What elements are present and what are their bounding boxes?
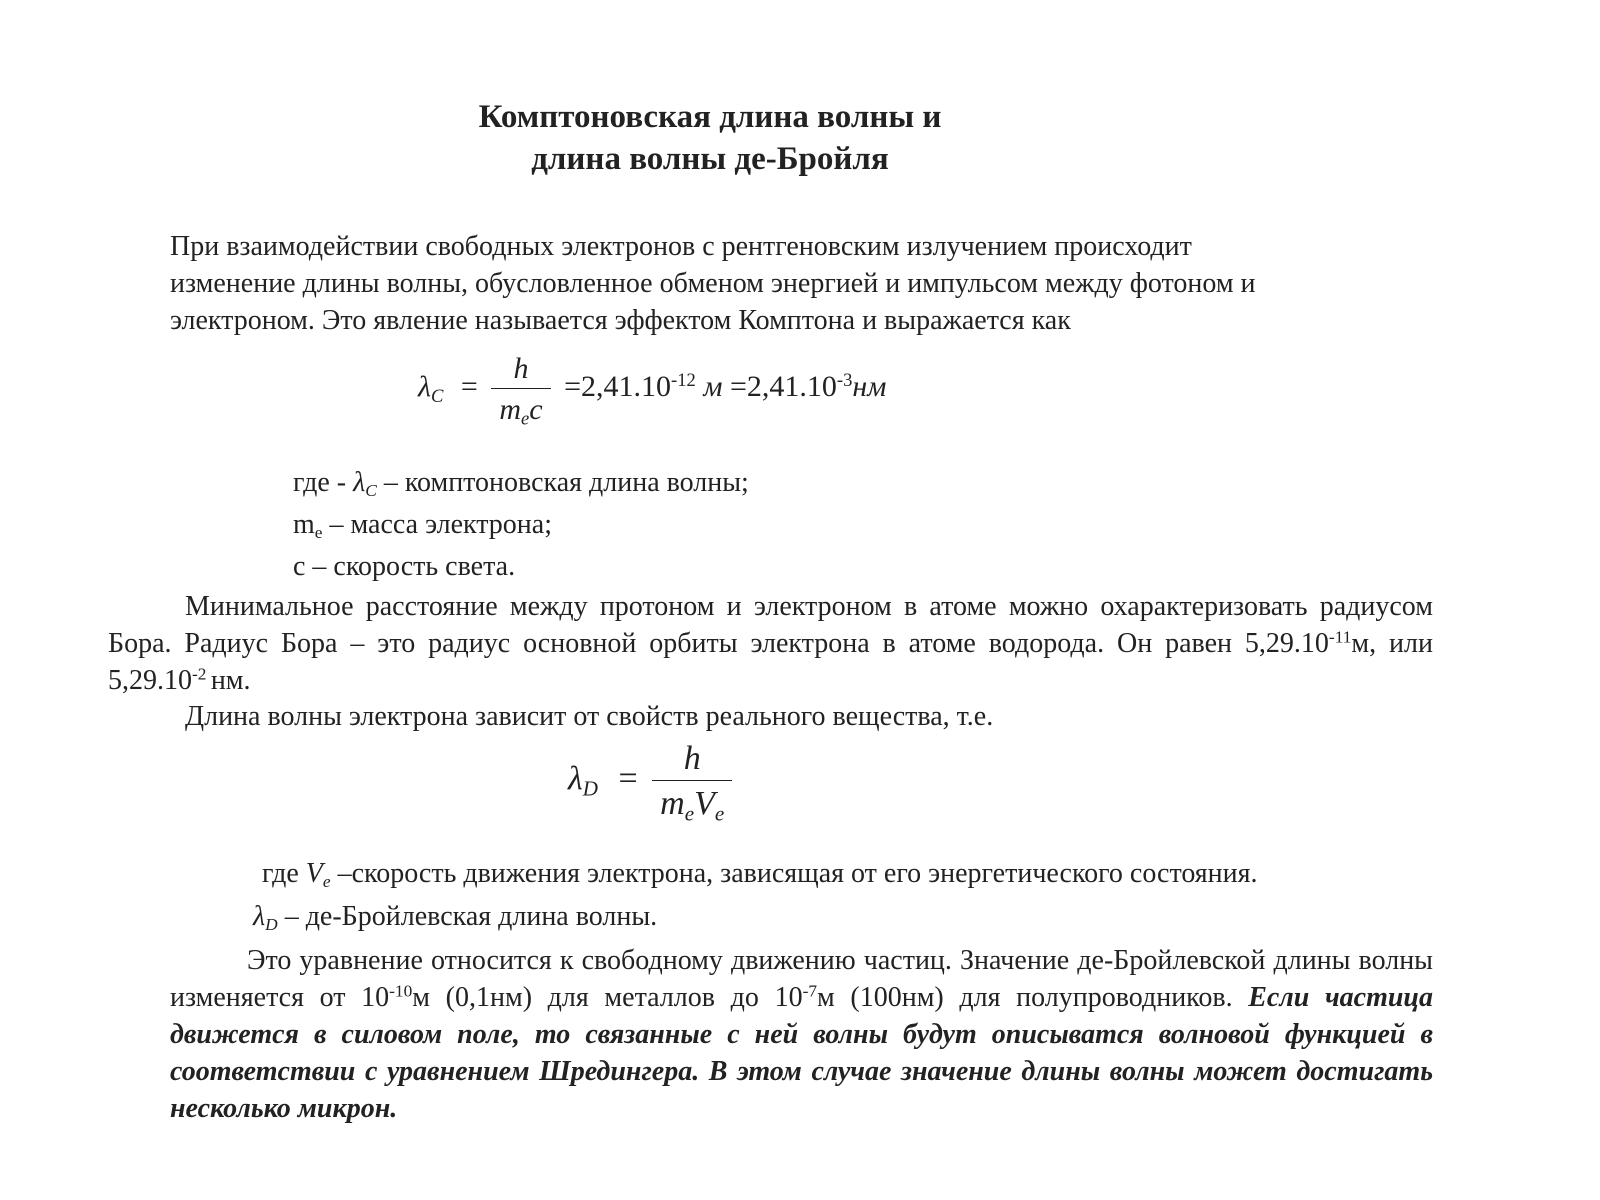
debroglie-den [652,781,732,826]
debroglie-formula [568,740,738,826]
lambda-d-definition [253,898,657,935]
def-lambda-d-text: – де-Бройлевская длина волны. [277,901,658,932]
def-lambda-d-sub: D [265,915,278,935]
intro-paragraph [170,228,1470,339]
def-v-sub: e [322,872,331,892]
final-r2-exp: -7 [802,981,818,1001]
def2-sub: e [314,523,323,543]
den-m: m [499,393,521,426]
def-lambda-c [293,462,749,504]
def1-lambda: λ [353,467,366,498]
bohr-v2-exp: -2 [192,664,211,684]
debroglie-eq: = [618,760,638,798]
debroglie-fraction [652,740,732,826]
wavelength-intro: Длина волны электрона зависит от свойств реального вещества, т.е. [185,701,994,732]
title-line-2: длина волны де-Бройля [531,141,889,177]
intro-line-2: изменение длины волны, обусловленное обменом энергией и импульсом между фотоном и [170,268,1256,299]
def1-lambda-sub: C [365,481,377,501]
debroglie-den-m: m [660,785,685,822]
val2-unit: нм [852,370,887,404]
compton-definitions [293,462,749,588]
bohr-text: Минимальное расстояние между протоном и электроном в атоме можно охарактеризовать радиусом Бора. Радиус Бора – это радиус основной орбиты электрона в атоме водорода. Он равен [108,591,1433,659]
compton-value-2 [730,370,886,403]
def-v: V [305,858,323,889]
final-text-1: Это уравнение относится к свободному движению частиц. Значение де-Бройлевской длины волны изменяется от [170,945,1433,1013]
val2-exp: -3 [836,370,853,392]
final-r2-base: 10 [774,982,803,1013]
debroglie-den-v: V [694,785,715,822]
compton-fraction [491,352,550,430]
debroglie-lambda: λ [568,760,583,798]
compton-fraction-num: h [491,352,550,389]
def2-text: – масса электрона; [322,509,552,540]
def-mass [293,504,749,546]
def-v-prefix: где [262,858,306,889]
final-r1-base: 10 [361,982,390,1013]
final-r2-rest: м (100нм) для полупроводников. [817,982,1249,1013]
def2-m: m [293,509,315,540]
val1-base: =2,41.10 [564,370,672,404]
bohr-v1-exp: -11 [1328,627,1352,647]
final-r1-exp: -10 [389,981,413,1001]
debroglie-den-v-sub: e [714,801,725,826]
title-line-1: Комптоновская длина волны и [478,99,942,135]
compton-lambda-sub: C [431,385,444,407]
def-lambda-d: λ [253,901,266,932]
bohr-v1-rest: м, или [1351,628,1433,659]
compton-eq: = [460,370,478,404]
final-paragraph [170,942,1433,1127]
intro-line-1: При взаимодействии свободных электронов с рентгеновским излучением происходит [170,231,1192,262]
def1-prefix: где - [293,467,354,498]
debroglie-lambda-sub: D [582,776,598,801]
bohr-paragraph [108,588,1433,699]
def-v-text: –скорость движения электрона, зависящая от его энергетического состояния. [330,858,1258,889]
bohr-v2-base: 5,29.10 [108,665,192,696]
bohr-v2-rest: нм. [210,665,251,696]
compton-lambda: λ [418,370,431,404]
val1-unit: м [703,370,723,404]
def1-text: – комптоновская длина волны; [376,467,749,498]
den-m-sub: e [521,408,530,430]
final-bold-italic: Если частица движется в силовом поле, то связанные с ней волны будут описыватся волновой функцией в соответствии с уравнением Шредингера. В этом случае значение длины волны может достигать несколько микрон. [170,982,1433,1124]
intro-line-3: электроном. Это явление называется эффектом Комптона и выражается как [170,305,1071,336]
debroglie-num: h [652,740,732,781]
page-title [0,96,1420,180]
bohr-v1-base: 5,29.10 [1244,628,1329,659]
val2-base: =2,41.10 [729,370,837,404]
val1-exp: -12 [671,370,696,392]
compton-fraction-den [491,389,550,430]
velocity-definition [262,855,1258,892]
def-speed-of-light: c – скорость света. [293,551,516,582]
compton-value-1 [564,370,722,403]
debroglie-den-m-sub: e [684,801,695,826]
final-r1-rest: м (0,1нм) для металлов до [412,982,775,1013]
compton-formula [418,352,887,430]
den-c: c [529,393,543,426]
